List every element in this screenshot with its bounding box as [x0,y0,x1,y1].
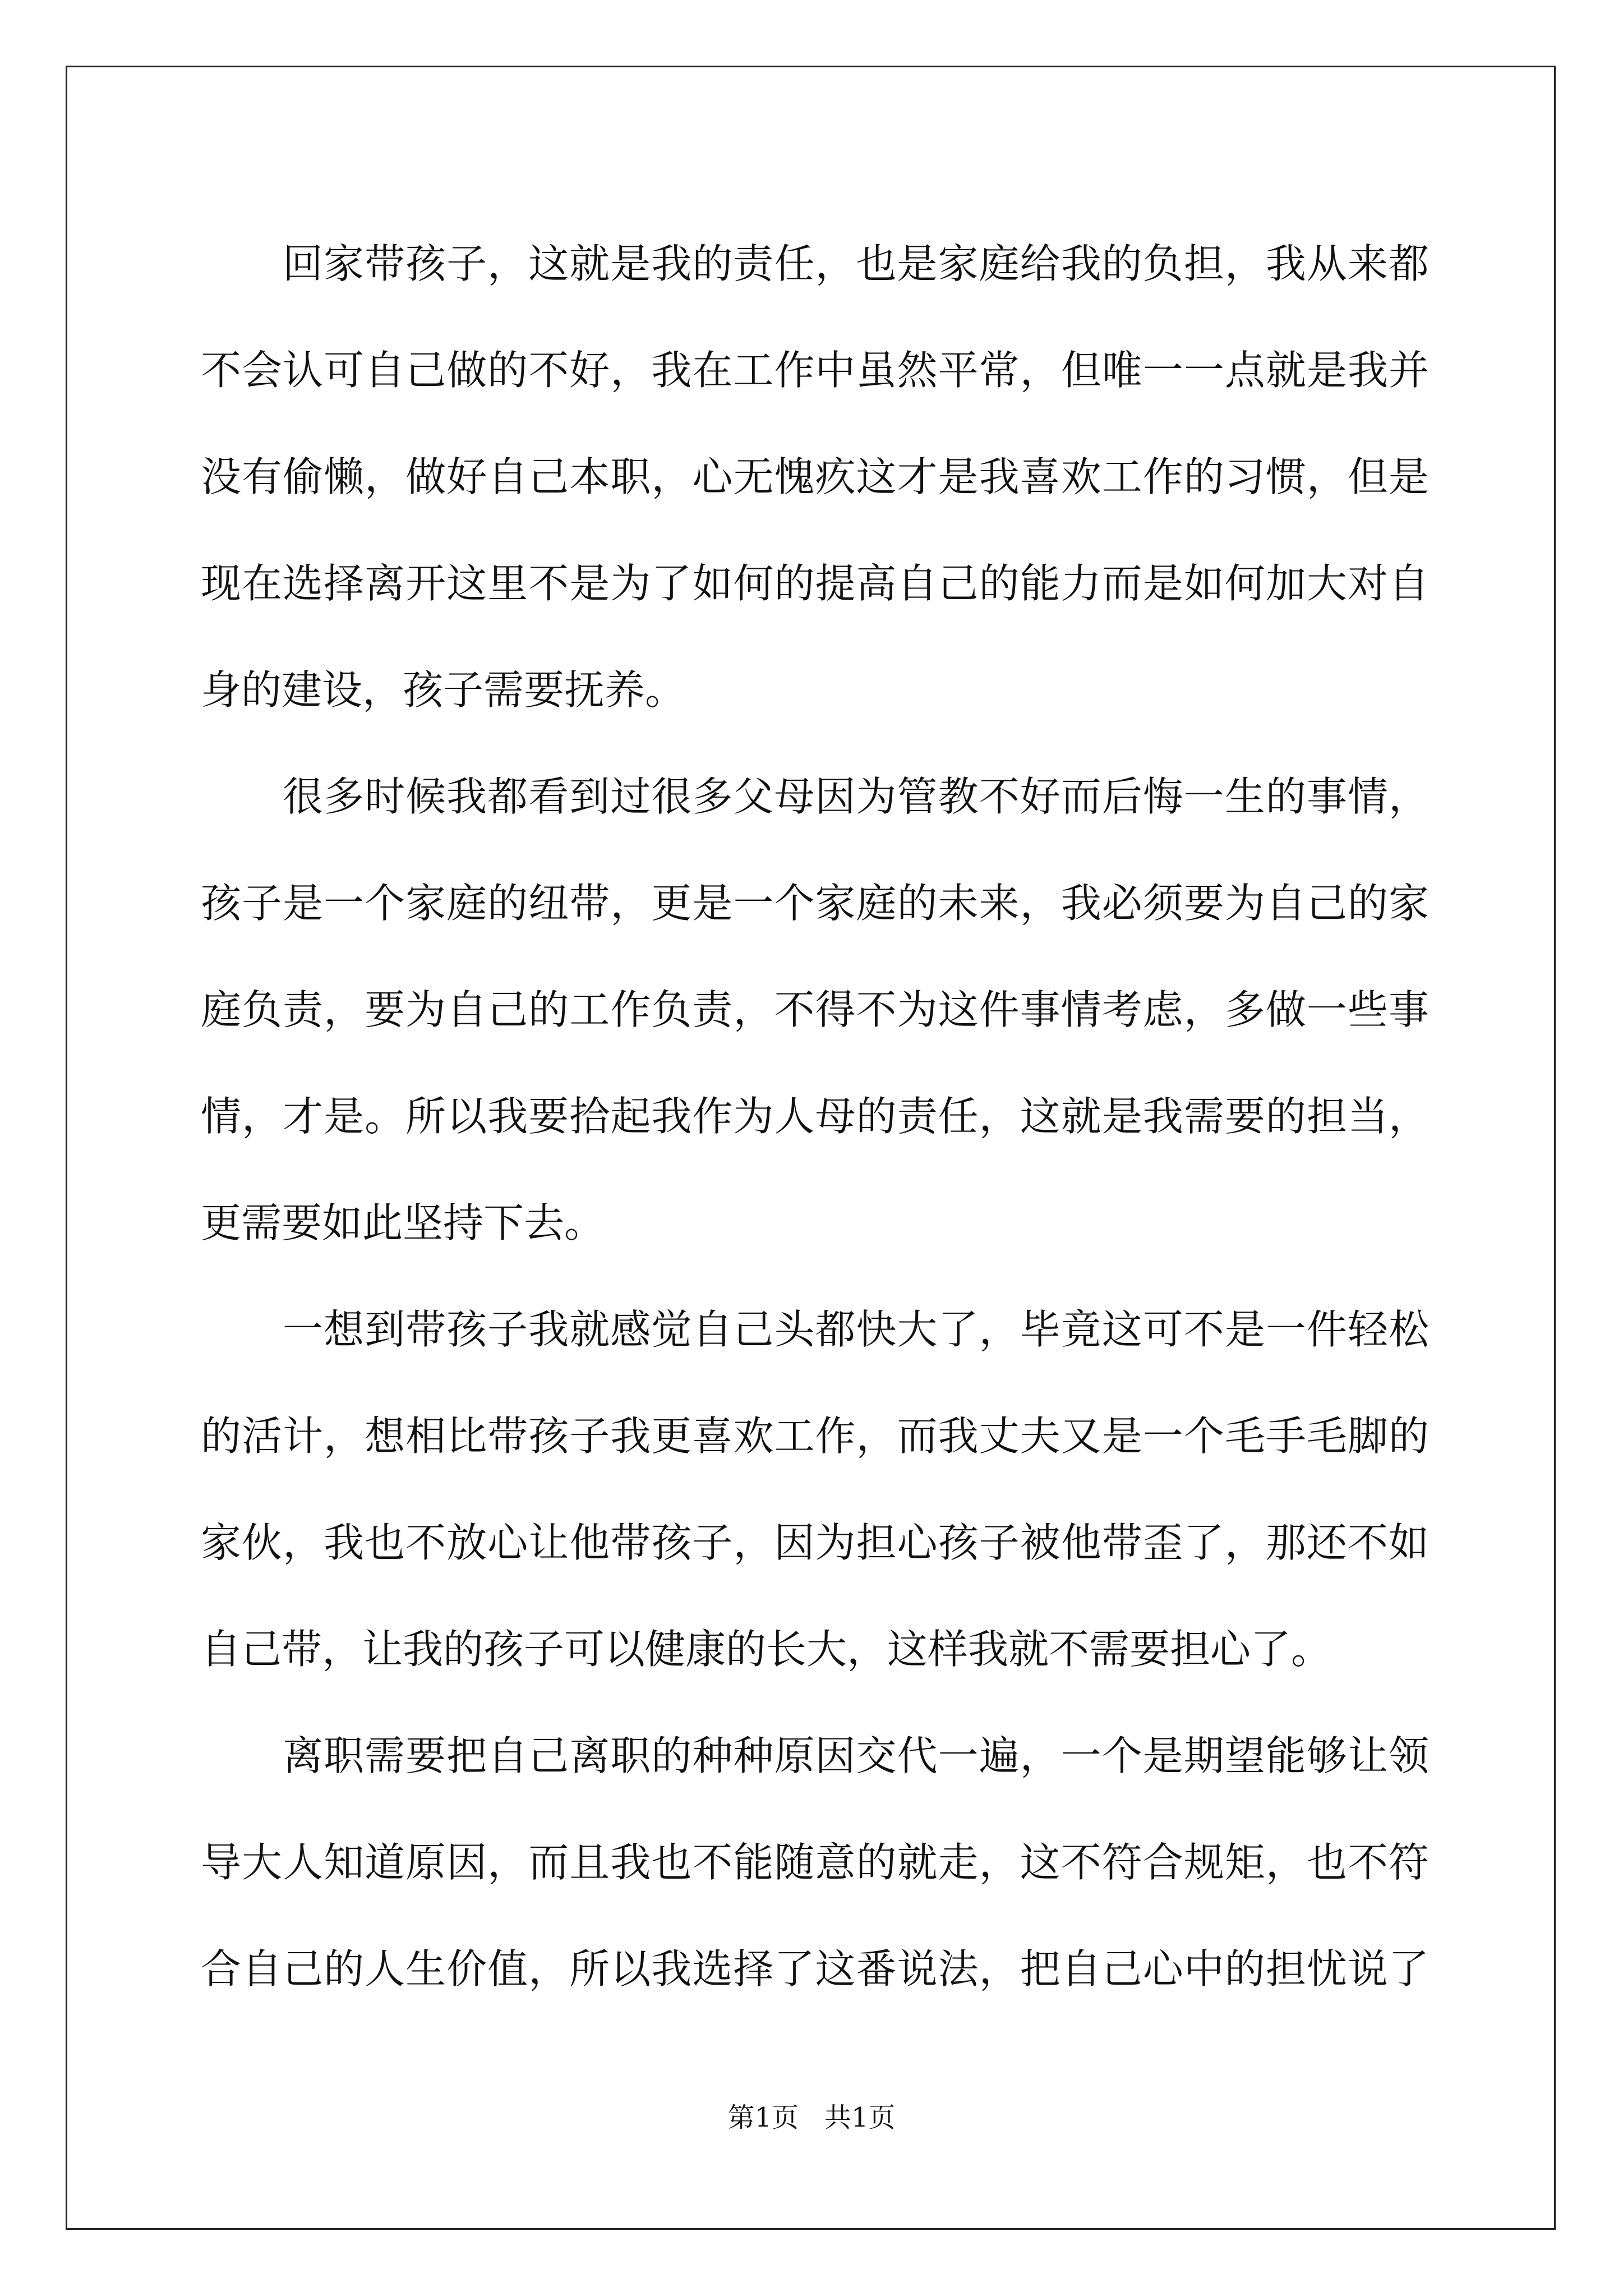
text-line: 更需要如此坚持下去。 [201,1199,605,1246]
text-line: 情，才是。所以我要拾起我作为人母的责任，这就是我需要的担当， [201,1093,1429,1140]
text-line: 很多时候我都看到过很多父母因为管教不好而后悔一生的事情， [283,773,1429,820]
text-line: 没有偷懒，做好自己本职，心无愧疚这才是我喜欢工作的习惯，但是 [201,453,1429,500]
text-line: 离职需要把自己离职的种种原因交代一遍，一个是期望能够让领 [283,1732,1429,1779]
page-footer: 第1页 共1页 [727,2102,896,2133]
text-line: 现在选择离开这里不是为了如何的提高自己的能力而是如何加大对自 [201,560,1429,607]
document-body [201,210,1429,2022]
text-line: 孩子是一个家庭的纽带，更是一个家庭的未来，我必须要为自己的家 [201,880,1429,927]
text-line: 导大人知道原因，而且我也不能随意的就走，这不符合规矩，也不符 [201,1839,1429,1886]
text-line: 自己带，让我的孩子可以健康的长大，这样我就不需要担心了。 [201,1626,1332,1673]
text-line: 家伙，我也不放心让他带孩子，因为担心孩子被他带歪了，那还不如 [201,1519,1429,1566]
text-line: 合自己的人生价值，所以我选择了这番说法，把自己心中的担忧说了 [201,1945,1429,1993]
text-line: 一想到带孩子我就感觉自己头都快大了，毕竟这可不是一件轻松 [283,1306,1429,1353]
text-line: 的活计，想相比带孩子我更喜欢工作，而我丈夫又是一个毛手毛脚的 [201,1412,1429,1460]
text-line: 回家带孩子，这就是我的责任，也是家庭给我的负担，我从来都 [283,240,1429,287]
text-line: 庭负责，要为自己的工作负责，不得不为这件事情考虑，多做一些事 [201,986,1429,1033]
text-line: 身的建设，孩子需要抚养。 [201,666,686,714]
text-line: 不会认可自己做的不好，我在工作中虽然平常，但唯一一点就是我并 [201,347,1429,394]
